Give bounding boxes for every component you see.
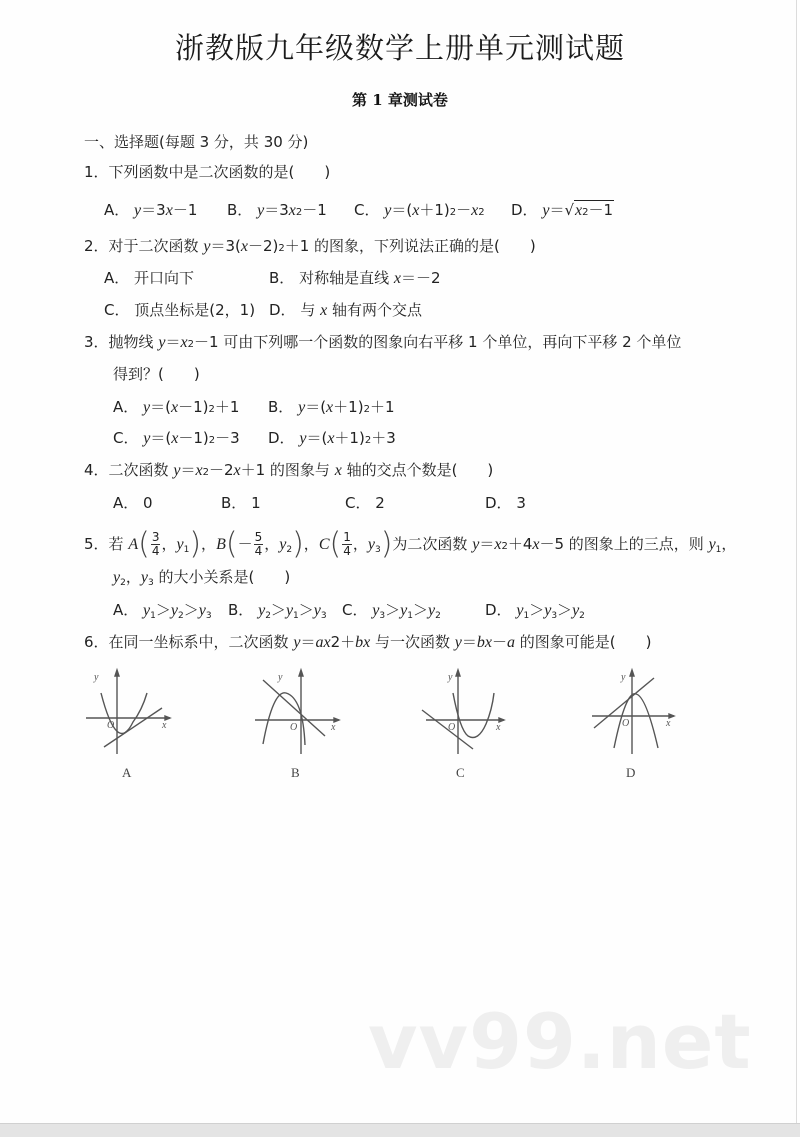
y-arrow-icon xyxy=(456,670,460,676)
question-6-stem: 6．在同一坐标系中，二次函数 y＝ax2＋bx 与一次函数 y＝bx－a 的图象可能是( ) xyxy=(84,633,652,651)
svg-text:O: O xyxy=(622,718,630,729)
q2-option-c: C． 顶点坐标是(2，1) xyxy=(104,301,256,319)
svg-text:x: x xyxy=(496,722,501,733)
graph-d[interactable] xyxy=(588,660,678,755)
graph-a[interactable] xyxy=(84,660,174,755)
graph-c-label: C xyxy=(456,765,465,780)
q1-option-b: B． y＝3x2－1 xyxy=(227,201,327,219)
question-number: 1． xyxy=(84,163,109,181)
svg-text:O: O xyxy=(290,722,298,733)
parabola xyxy=(263,693,305,745)
q2-option-b: B． 对称轴是直线 x＝－2 xyxy=(269,269,441,287)
svg-text:O: O xyxy=(448,722,456,733)
question-2-stem: 2．对于二次函数 y＝3(x－2)2＋1 的图象，下列说法正确的是( ) xyxy=(84,237,536,255)
y-arrow-icon xyxy=(115,670,119,676)
page-bottom-strip xyxy=(0,1123,800,1137)
graph-b[interactable] xyxy=(253,660,343,755)
question-5-stem: 5．若 A( $\frac{3}{4}$ ，$y_1$)，B(－ $\frac{5}{4}$ ，$y_2$)，C( $\frac{1}{4}$ ，$y_3$)为二次函数 y＝x2＋4x－5 的图象上的三点，则 $y_1$， xyxy=(84,526,737,562)
parabola xyxy=(453,693,494,738)
svg-text:y: y xyxy=(448,672,453,683)
q4-option-b: B． 1 xyxy=(221,494,261,512)
q1-option-c: C． y＝(x＋1)2－x2 xyxy=(354,201,485,219)
fraction: $\frac{5}{4}$ xyxy=(254,530,263,558)
y-arrow-icon xyxy=(630,670,634,676)
svg-text:x: x xyxy=(162,720,167,731)
svg-text:x: x xyxy=(666,718,671,729)
document-title: 浙教版九年级数学上册单元测试题 xyxy=(174,31,625,65)
question-3-stem-line2: 得到？( ) xyxy=(113,365,200,383)
q5-option-a: A． $y_1>y_2>y_3$ xyxy=(113,601,212,621)
q5-option-d: D． $y_1>y_3>y_2$ xyxy=(485,601,585,621)
parabola xyxy=(614,694,658,748)
q3-option-b: B． y＝(x＋1)2＋1 xyxy=(268,398,395,416)
graph-c[interactable] xyxy=(418,660,508,755)
graph-a-label: A xyxy=(122,765,132,780)
q3-option-a: A． y＝(x－1)2＋1 xyxy=(113,398,240,416)
q1-option-d: D． y＝√x2－1 xyxy=(511,201,614,219)
q2-option-d: D． 与 x 轴有两个交点 xyxy=(269,301,423,319)
svg-text:x: x xyxy=(331,722,336,733)
q5-option-b: B． $y_2>y_1>y_3$ xyxy=(228,601,327,621)
y-arrow-icon xyxy=(299,670,303,676)
fraction: $\frac{1}{4}$ xyxy=(343,530,351,558)
svg-text:y: y xyxy=(94,672,99,683)
graph-b-label: B xyxy=(291,765,300,780)
svg-text:O: O xyxy=(107,720,115,731)
fraction: $\frac{3}{4}$ xyxy=(151,530,160,558)
question-1-stem: 1．下列函数中是二次函数的是( ) xyxy=(84,163,331,181)
svg-text:y: y xyxy=(278,672,283,683)
graph-d-label: D xyxy=(626,765,636,780)
q3-option-c: C． y＝(x－1)2－3 xyxy=(113,429,240,447)
section-heading: 一、选择题(每题 3 分，共 30 分) xyxy=(84,133,309,151)
chapter-subtitle: 第 1 章测试卷 xyxy=(352,91,448,109)
q2-option-a: A． 开口向下 xyxy=(104,269,195,287)
q5-option-c: C． $y_3>y_1>y_2$ xyxy=(342,601,441,621)
q1-option-a: A． y＝3x－1 xyxy=(104,201,198,219)
q4-option-c: C． 2 xyxy=(345,494,385,512)
watermark: vv99.net xyxy=(368,997,752,1086)
q4-option-d: D． 3 xyxy=(485,494,526,512)
question-4-stem: 4．二次函数 y＝x2－2x＋1 的图象与 x 轴的交点个数是( ) xyxy=(84,461,494,479)
question-3-stem: 3．抛物线 y＝x2－1 可由下列哪一个函数的图象向右平移 1 个单位，再向下平移 2 个单位 xyxy=(84,333,682,351)
svg-text:y: y xyxy=(621,672,626,683)
q3-option-d: D． y＝(x＋1)2＋3 xyxy=(268,429,396,447)
question-5-stem-line2: $y_2$，$y_3$ 的大小关系是( ) xyxy=(113,568,291,588)
q4-option-a: A． 0 xyxy=(113,494,153,512)
